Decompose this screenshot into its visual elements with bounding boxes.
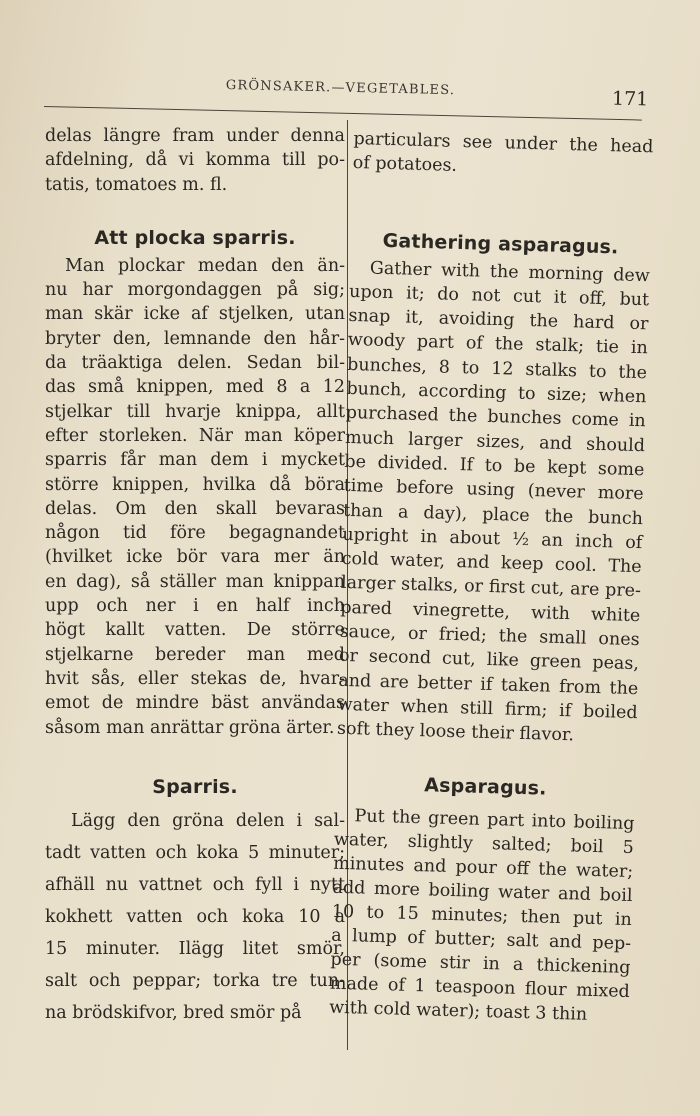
text-line: upp och ner i en half inch: [45, 596, 345, 617]
text-line: cold water, and keep cool. The: [341, 548, 642, 578]
text-line: upright in about ½ an inch of: [342, 524, 643, 554]
header-rule: [44, 106, 642, 121]
text-line: per (some stir in a thickening: [330, 949, 631, 978]
text-line: na brödskifvor, bred smör på: [45, 1002, 302, 1023]
text-line: någon tid före begagnandet: [45, 523, 345, 544]
text-line: delas längre fram under denna: [45, 126, 345, 146]
text-line: bunch, according to size; when: [346, 378, 647, 408]
text-line: en dag), så ställer man knippan: [45, 571, 345, 592]
text-line: 10 to 15 minutes; then put in: [331, 901, 633, 930]
text-line: delas. Om den skall bevaras: [45, 498, 345, 519]
text-line: tatis, tomatoes m. fl.: [45, 174, 228, 195]
text-line: be divided. If to be kept some: [344, 451, 645, 481]
text-line: water, slightly salted; boil 5: [333, 829, 635, 858]
text-line: högt kallt vatten. De större: [45, 620, 345, 641]
text-line: stjelkar till hvarje knippa, allt: [45, 401, 345, 422]
section-heading-sv-gathering: Att plocka sparris.: [94, 226, 296, 249]
text-line: pared vinegrette, with white: [340, 597, 641, 626]
text-line: nu har morgondaggen på sig;: [45, 280, 345, 301]
text-line: much larger sizes, and should: [344, 427, 646, 456]
text-line: made of 1 teaspoon flour mixed: [329, 973, 631, 1002]
text-line: minutes and pour off the water;: [332, 853, 634, 882]
continuation-paragraph-sv: [45, 124, 345, 197]
recipe-paragraph-sv: [45, 805, 345, 1029]
text-line: add more boiling water and boil: [332, 877, 633, 906]
text-line: man skär icke af stjelken, utan: [45, 304, 345, 325]
text-line: than a day), place the bunch: [342, 500, 644, 529]
text-line: woody part of the stalk; tie in: [347, 330, 649, 359]
text-line: with cold water); toast 3 thin: [328, 997, 588, 1025]
text-line: Put the green part into boiling: [354, 805, 635, 834]
text-line: efter storleken. När man köper: [45, 425, 345, 446]
text-line: tadt vatten och koka 5 minuter;: [45, 842, 345, 863]
text-line: hvit sås, eller stekas de, hvar-: [45, 668, 345, 689]
text-line: particulars see under the head: [353, 128, 654, 158]
recipe-paragraph-en: [329, 803, 635, 1027]
text-line: upon it; do not cut it off, but: [348, 281, 650, 311]
text-line: större knippen, hvilka då böra: [45, 474, 345, 495]
page-number: 171: [611, 87, 649, 111]
text-line: da träaktiga delen. Sedan bil-: [45, 353, 345, 374]
text-line: kokhett vatten och koka 10 a: [45, 906, 345, 927]
section-heading-en-gathering: Gathering asparagus.: [382, 229, 619, 259]
text-line: larger stalks, or first cut, are pre-: [340, 573, 642, 602]
text-line: stjelkarne bereder man med: [45, 644, 345, 665]
text-line: Man plockar medan den än-: [65, 255, 345, 276]
text-line: purchased the bunches come in: [345, 403, 646, 432]
text-line: Gather with the morning dew: [369, 258, 651, 286]
text-line: sauce, or fried; the small ones: [339, 621, 640, 651]
text-line: bryter den, lemnande den hår-: [45, 328, 345, 349]
text-line: time before using (never more: [343, 476, 644, 505]
text-line: (hvilket icke bör vara mer än: [45, 547, 345, 568]
gathering-paragraph-sv: [45, 254, 345, 740]
text-line: afhäll nu vattnet och fyll i nytt: [45, 874, 345, 895]
section-heading-en-recipe: Asparagus.: [424, 773, 547, 800]
swedish-column: [45, 120, 345, 1029]
text-line: såsom man anrättar gröna ärter.: [45, 717, 335, 738]
text-line: snap it, avoiding the hard or: [348, 306, 649, 335]
section-heading-sv-recipe: Sparris.: [152, 775, 238, 798]
text-line: a lump of butter; salt and pep-: [330, 925, 632, 954]
text-line: afdelning, då vi komma till po-: [45, 150, 345, 171]
text-line: emot de mindre bäst användas: [45, 693, 345, 714]
running-title: GRÖNSAKER.—VEGETABLES.: [225, 78, 456, 99]
text-line: salt och peppar; torka tre tun-: [45, 970, 345, 991]
text-line: or second cut, like green peas,: [338, 646, 640, 675]
continuation-paragraph-en: [352, 127, 653, 184]
text-line: of potatoes.: [352, 153, 458, 177]
text-line: water when still firm; if boiled: [337, 694, 638, 724]
text-line: sparris får man dem i mycket: [45, 450, 345, 471]
gathering-paragraph-en: [337, 256, 650, 750]
text-line: and are better if taken from the: [338, 670, 639, 699]
text-line: bunches, 8 to 12 stalks to the: [346, 354, 648, 384]
text-line: Lägg den gröna delen i sal-: [71, 810, 345, 831]
text-line: soft they loose their flavor.: [336, 719, 575, 746]
text-line: 15 minuter. Ilägg litet smör,: [45, 938, 345, 959]
text-line: das små knippen, med 8 a 12: [45, 377, 345, 398]
english-column: [329, 120, 654, 1028]
